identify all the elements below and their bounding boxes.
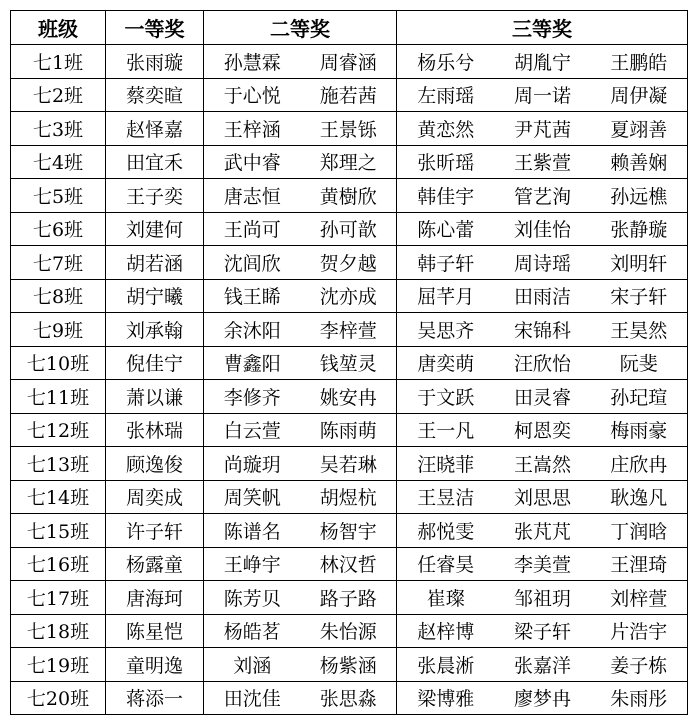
- first-prize-cell: 刘建何: [106, 212, 204, 246]
- class-cell: 七13班: [11, 447, 106, 481]
- second-prize-cell: 胡煜杭: [301, 480, 397, 514]
- table-row: [11, 112, 688, 146]
- third-prize-cell: 赖善娴: [591, 145, 688, 179]
- third-prize-cell: 韩佳宇: [397, 179, 495, 213]
- third-prize-cell: 朱雨彤: [591, 681, 688, 715]
- award-table: [10, 10, 688, 715]
- second-prize-cell: 余沐阳: [204, 313, 301, 347]
- table-row: [11, 581, 688, 615]
- second-prize-cell: 杨智宇: [301, 514, 397, 548]
- table-row: [11, 614, 688, 648]
- second-prize-cell: 曹鑫阳: [204, 346, 301, 380]
- table-row: [11, 246, 688, 280]
- table-row: [11, 648, 688, 682]
- third-prize-cell: 张芃芃: [495, 514, 591, 548]
- third-prize-cell: 阮斐: [591, 346, 688, 380]
- header-third-prize: 三等奖: [397, 11, 688, 45]
- second-prize-cell: 钱王睎: [204, 279, 301, 313]
- third-prize-cell: 刘思思: [495, 480, 591, 514]
- first-prize-cell: 王子奕: [106, 179, 204, 213]
- first-prize-cell: 顾逸俊: [106, 447, 204, 481]
- third-prize-cell: 刘佳怡: [495, 212, 591, 246]
- second-prize-cell: 杨皓茗: [204, 614, 301, 648]
- table-row: [11, 681, 688, 715]
- third-prize-cell: 孙远樵: [591, 179, 688, 213]
- class-cell: 七12班: [11, 413, 106, 447]
- class-cell: 七7班: [11, 246, 106, 280]
- second-prize-cell: 姚安冉: [301, 380, 397, 414]
- header-class: 班级: [11, 11, 106, 45]
- second-prize-cell: 王尚可: [204, 212, 301, 246]
- third-prize-cell: 赵梓博: [397, 614, 495, 648]
- second-prize-cell: 武中睿: [204, 145, 301, 179]
- third-prize-cell: 汪欣怡: [495, 346, 591, 380]
- table-row: [11, 45, 688, 79]
- table-row: [11, 514, 688, 548]
- second-prize-cell: 施若茜: [301, 78, 397, 112]
- first-prize-cell: 童明逸: [106, 648, 204, 682]
- class-cell: 七1班: [11, 45, 106, 79]
- class-cell: 七2班: [11, 78, 106, 112]
- header-row: [11, 11, 688, 45]
- first-prize-cell: 胡宁曦: [106, 279, 204, 313]
- second-prize-cell: 黄樹欣: [301, 179, 397, 213]
- third-prize-cell: 王浬琦: [591, 547, 688, 581]
- first-prize-cell: 许子轩: [106, 514, 204, 548]
- third-prize-cell: 王昊然: [591, 313, 688, 347]
- third-prize-cell: 张静璇: [591, 212, 688, 246]
- first-prize-cell: 萧以谦: [106, 380, 204, 414]
- class-cell: 七3班: [11, 112, 106, 146]
- third-prize-cell: 唐奕萌: [397, 346, 495, 380]
- third-prize-cell: 王一凡: [397, 413, 495, 447]
- third-prize-cell: 吴思齐: [397, 313, 495, 347]
- first-prize-cell: 张雨璇: [106, 45, 204, 79]
- class-cell: 七17班: [11, 581, 106, 615]
- third-prize-cell: 姜子栋: [591, 648, 688, 682]
- class-cell: 七18班: [11, 614, 106, 648]
- second-prize-cell: 李梓萱: [301, 313, 397, 347]
- second-prize-cell: 周笑帆: [204, 480, 301, 514]
- second-prize-cell: 杨紫涵: [301, 648, 397, 682]
- table-row: [11, 547, 688, 581]
- class-cell: 七16班: [11, 547, 106, 581]
- second-prize-cell: 刘涵: [204, 648, 301, 682]
- third-prize-cell: 王鹏皓: [591, 45, 688, 79]
- second-prize-cell: 王景铄: [301, 112, 397, 146]
- third-prize-cell: 耿逸凡: [591, 480, 688, 514]
- third-prize-cell: 孙玘瑄: [591, 380, 688, 414]
- second-prize-cell: 唐志恒: [204, 179, 301, 213]
- table-row: [11, 447, 688, 481]
- table-row: [11, 179, 688, 213]
- third-prize-cell: 郝悦雯: [397, 514, 495, 548]
- third-prize-cell: 柯恩奕: [495, 413, 591, 447]
- second-prize-cell: 李修齐: [204, 380, 301, 414]
- first-prize-cell: 胡若涵: [106, 246, 204, 280]
- class-cell: 七5班: [11, 179, 106, 213]
- third-prize-cell: 廖梦冉: [495, 681, 591, 715]
- class-cell: 七14班: [11, 480, 106, 514]
- second-prize-cell: 吴若琳: [301, 447, 397, 481]
- first-prize-cell: 唐海珂: [106, 581, 204, 615]
- third-prize-cell: 张昕瑶: [397, 145, 495, 179]
- third-prize-cell: 王昱洁: [397, 480, 495, 514]
- third-prize-cell: 邹祖玥: [495, 581, 591, 615]
- third-prize-cell: 梁博雅: [397, 681, 495, 715]
- third-prize-cell: 李美萱: [495, 547, 591, 581]
- class-cell: 七19班: [11, 648, 106, 682]
- second-prize-cell: 周睿涵: [301, 45, 397, 79]
- second-prize-cell: 沈闾欣: [204, 246, 301, 280]
- third-prize-cell: 崔璨: [397, 581, 495, 615]
- header-second-prize: 二等奖: [204, 11, 397, 45]
- first-prize-cell: 蔡奕暄: [106, 78, 204, 112]
- class-cell: 七11班: [11, 380, 106, 414]
- third-prize-cell: 黄恋然: [397, 112, 495, 146]
- award-table-body: [11, 45, 688, 715]
- second-prize-cell: 朱怡源: [301, 614, 397, 648]
- class-cell: 七10班: [11, 346, 106, 380]
- class-cell: 七15班: [11, 514, 106, 548]
- third-prize-cell: 王紫萱: [495, 145, 591, 179]
- second-prize-cell: 陈雨萌: [301, 413, 397, 447]
- second-prize-cell: 白云萱: [204, 413, 301, 447]
- third-prize-cell: 屈芊月: [397, 279, 495, 313]
- third-prize-cell: 刘明轩: [591, 246, 688, 280]
- third-prize-cell: 任睿昊: [397, 547, 495, 581]
- third-prize-cell: 周诗瑶: [495, 246, 591, 280]
- first-prize-cell: 周奕成: [106, 480, 204, 514]
- third-prize-cell: 杨乐兮: [397, 45, 495, 79]
- first-prize-cell: 杨露童: [106, 547, 204, 581]
- third-prize-cell: 田雨洁: [495, 279, 591, 313]
- third-prize-cell: 宋锦科: [495, 313, 591, 347]
- second-prize-cell: 田沈佳: [204, 681, 301, 715]
- class-cell: 七6班: [11, 212, 106, 246]
- header-first-prize: 一等奖: [106, 11, 204, 45]
- table-row: [11, 413, 688, 447]
- second-prize-cell: 贺夕越: [301, 246, 397, 280]
- first-prize-cell: 赵怿嘉: [106, 112, 204, 146]
- third-prize-cell: 片浩宇: [591, 614, 688, 648]
- third-prize-cell: 汪晓菲: [397, 447, 495, 481]
- table-row: [11, 480, 688, 514]
- second-prize-cell: 钱堃灵: [301, 346, 397, 380]
- second-prize-cell: 林汉哲: [301, 547, 397, 581]
- third-prize-cell: 管艺洵: [495, 179, 591, 213]
- second-prize-cell: 张思淼: [301, 681, 397, 715]
- second-prize-cell: 王梓涵: [204, 112, 301, 146]
- third-prize-cell: 刘梓萱: [591, 581, 688, 615]
- third-prize-cell: 尹芃茜: [495, 112, 591, 146]
- class-cell: 七9班: [11, 313, 106, 347]
- third-prize-cell: 宋子轩: [591, 279, 688, 313]
- third-prize-cell: 丁润晗: [591, 514, 688, 548]
- third-prize-cell: 胡胤宁: [495, 45, 591, 79]
- first-prize-cell: 蒋添一: [106, 681, 204, 715]
- third-prize-cell: 周一诺: [495, 78, 591, 112]
- table-row: [11, 313, 688, 347]
- third-prize-cell: 张晨淅: [397, 648, 495, 682]
- first-prize-cell: 陈星恺: [106, 614, 204, 648]
- third-prize-cell: 周伊凝: [591, 78, 688, 112]
- third-prize-cell: 梅雨豪: [591, 413, 688, 447]
- table-row: [11, 145, 688, 179]
- third-prize-cell: 韩子轩: [397, 246, 495, 280]
- third-prize-cell: 王嵩然: [495, 447, 591, 481]
- table-row: [11, 279, 688, 313]
- class-cell: 七4班: [11, 145, 106, 179]
- second-prize-cell: 孙慧霖: [204, 45, 301, 79]
- second-prize-cell: 郑理之: [301, 145, 397, 179]
- second-prize-cell: 孙可歆: [301, 212, 397, 246]
- third-prize-cell: 庄欣冉: [591, 447, 688, 481]
- table-row: [11, 212, 688, 246]
- third-prize-cell: 张嘉洋: [495, 648, 591, 682]
- third-prize-cell: 夏翊善: [591, 112, 688, 146]
- second-prize-cell: 路子路: [301, 581, 397, 615]
- first-prize-cell: 田宜禾: [106, 145, 204, 179]
- second-prize-cell: 沈亦成: [301, 279, 397, 313]
- table-row: [11, 346, 688, 380]
- first-prize-cell: 倪佳宁: [106, 346, 204, 380]
- third-prize-cell: 梁子轩: [495, 614, 591, 648]
- second-prize-cell: 尚璇玥: [204, 447, 301, 481]
- first-prize-cell: 张林瑞: [106, 413, 204, 447]
- table-row: [11, 78, 688, 112]
- third-prize-cell: 左雨瑶: [397, 78, 495, 112]
- table-row: [11, 380, 688, 414]
- second-prize-cell: 王峥宇: [204, 547, 301, 581]
- class-cell: 七8班: [11, 279, 106, 313]
- first-prize-cell: 刘承翰: [106, 313, 204, 347]
- second-prize-cell: 陈芳贝: [204, 581, 301, 615]
- third-prize-cell: 陈心蕾: [397, 212, 495, 246]
- second-prize-cell: 陈谱名: [204, 514, 301, 548]
- class-cell: 七20班: [11, 681, 106, 715]
- third-prize-cell: 于文跃: [397, 380, 495, 414]
- third-prize-cell: 田灵睿: [495, 380, 591, 414]
- second-prize-cell: 于心悦: [204, 78, 301, 112]
